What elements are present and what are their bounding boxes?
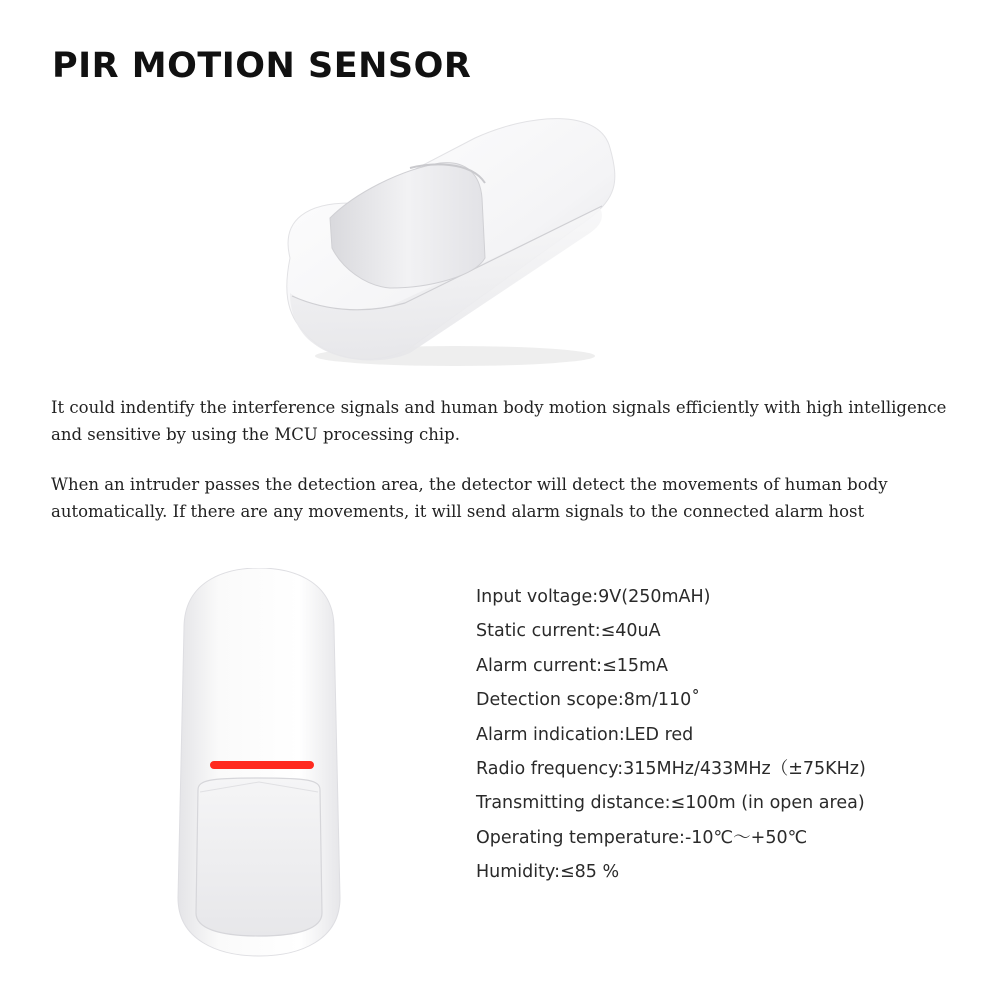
sensor-angled-image bbox=[270, 108, 630, 370]
led-indicator bbox=[210, 761, 314, 769]
spec-humidity: Humidity:≤85 % bbox=[476, 862, 620, 883]
specifications-list bbox=[476, 580, 866, 890]
description-paragraph-1: It could indentify the interference signals and human body motion signals efficiently with high intelligence and sensitive by using the MCU processing chip. bbox=[51, 398, 947, 444]
spec-static-current: Static current:≤40uA bbox=[476, 621, 661, 642]
page-title: PIR MOTION SENSOR bbox=[52, 46, 472, 86]
spec-operating-temperature: Operating temperature:-10℃～+50℃ bbox=[476, 827, 808, 848]
spec-detection-scope: Detection scope:8m/110˚ bbox=[476, 690, 701, 711]
description-paragraph-2: When an intruder passes the detection area, the detector will detect the movements of human body automatically. If there are any movements, it will send alarm signals to the connected alarm host bbox=[51, 475, 888, 521]
spec-transmitting-distance: Transmitting distance:≤100m (in open area) bbox=[476, 793, 865, 814]
spec-alarm-current: Alarm current:≤15mA bbox=[476, 655, 669, 676]
spec-radio-frequency: Radio frequency:315MHz/433MHz（±75KHz) bbox=[476, 758, 866, 779]
spec-input-voltage: Input voltage:9V(250mAH) bbox=[476, 587, 711, 607]
spec-alarm-indication: Alarm indication:LED red bbox=[476, 724, 694, 745]
sensor-front-image bbox=[170, 568, 348, 958]
